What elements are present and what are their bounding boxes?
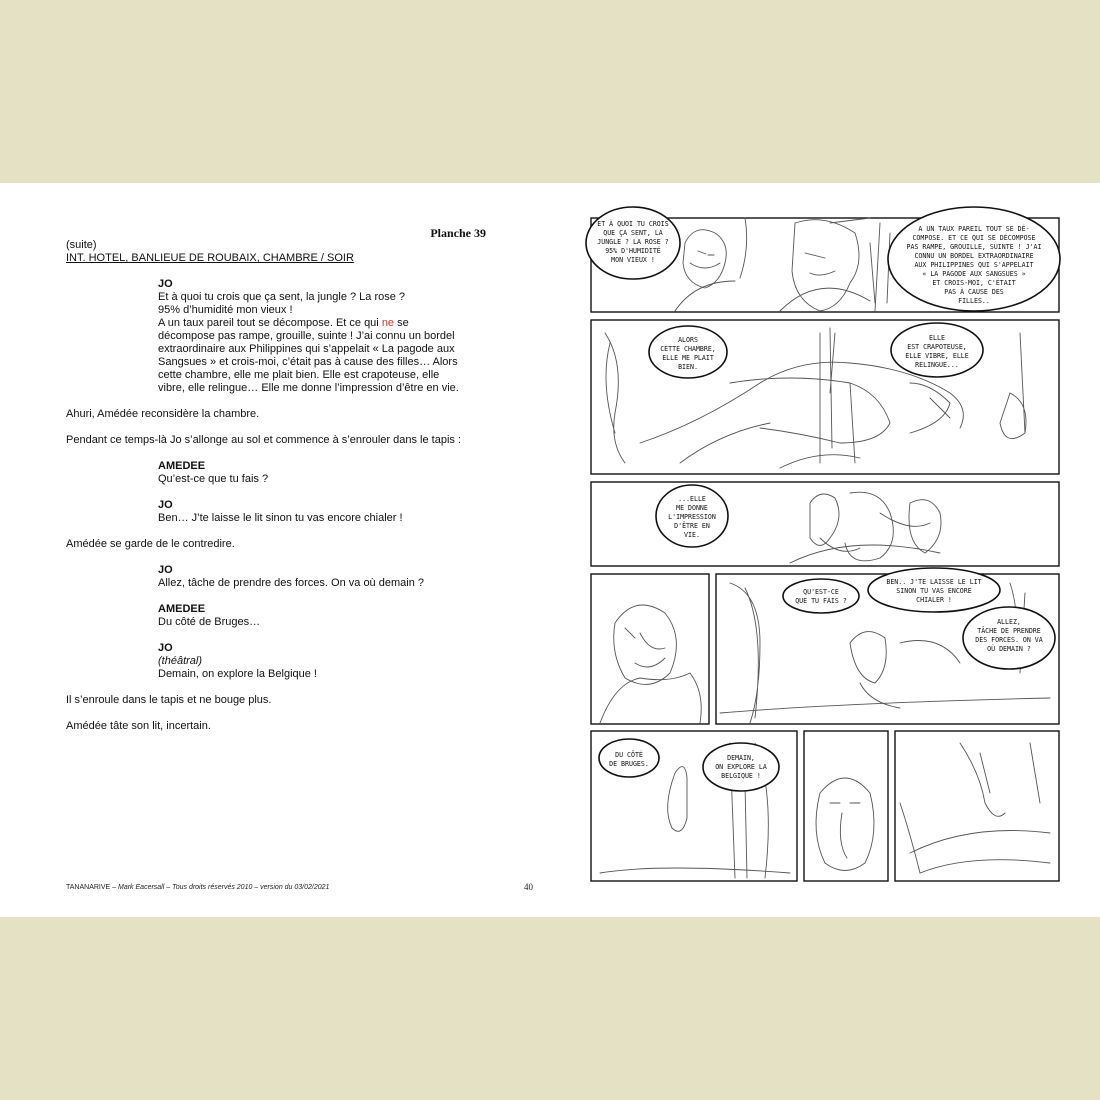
svg-text:BELGIQUE !: BELGIQUE !	[721, 772, 761, 780]
dialogue-line: Demain, on explore la Belgique !	[158, 668, 317, 680]
dialogue-line: Et à quoi tu crois que ça sent, la jungle ? La rose ?	[158, 291, 406, 303]
dialogue-line	[158, 317, 486, 330]
footer-credits: – Mark Eacersall – Tous droits réservés 2010 – version du 03/02/2021	[110, 884, 330, 891]
svg-text:OÙ DEMAIN ?: OÙ DEMAIN ?	[987, 645, 1031, 653]
dialogue-line: cette chambre, elle me plait bien. Elle est crapoteuse, elle	[158, 369, 440, 381]
svg-text:ELLE ME PLAIT: ELLE ME PLAIT	[662, 354, 714, 362]
svg-text:MON VIEUX !: MON VIEUX !	[611, 256, 655, 264]
svg-text:...ELLE: ...ELLE	[678, 495, 706, 503]
dialogue-line: vibre, elle relingue… Elle me donne l’impression d’être en vie.	[158, 382, 459, 394]
dialogue-block-amedee-2	[66, 603, 486, 629]
svg-text:L'IMPRESSION: L'IMPRESSION	[668, 513, 716, 521]
dialogue-block-jo-3	[66, 564, 486, 590]
scene-heading: INT. HOTEL, BANLIEUE DE ROUBAIX, CHAMBRE / SOIR	[66, 252, 354, 264]
action-line: Il s’enroule dans le tapis et ne bouge plus.	[66, 694, 272, 706]
dialogue-block-jo-1	[66, 278, 486, 395]
dialogue-line: Allez, tâche de prendre des forces. On va où demain ?	[158, 577, 424, 589]
svg-text:TÂCHE DE PRENDRE: TÂCHE DE PRENDRE	[977, 627, 1041, 635]
speech-balloon	[783, 579, 859, 613]
svg-text:DU CÔTÉ: DU CÔTÉ	[615, 751, 643, 759]
comic-page	[580, 183, 1080, 903]
book-spread	[0, 183, 1100, 917]
svg-text:ME DONNE: ME DONNE	[676, 504, 708, 512]
dialogue-line: 95% d’humidité mon vieux !	[158, 304, 293, 316]
svg-text:BIEN.: BIEN.	[678, 363, 698, 371]
svg-text:VIE.: VIE.	[684, 531, 700, 539]
svg-text:ALORS: ALORS	[678, 336, 698, 344]
highlighted-word: ne	[381, 317, 395, 329]
svg-text:AUX PHILIPPINES QUI S'APPELAIT: AUX PHILIPPINES QUI S'APPELAIT	[914, 261, 1034, 269]
speaker-name: AMEDEE	[158, 460, 206, 472]
dialogue-line: Ben… J’te laisse le lit sinon tu vas encore chialer !	[158, 512, 403, 524]
planche-title: Planche 39	[430, 226, 486, 240]
svg-text:JUNGLE ? LA ROSE ?: JUNGLE ? LA ROSE ?	[597, 238, 669, 246]
suite-label: (suite)	[66, 239, 97, 251]
speaker-name: JO	[158, 278, 173, 290]
svg-text:EST CRAPOTEUSE,: EST CRAPOTEUSE,	[907, 343, 967, 351]
dialogue-line: Qu’est-ce que tu fais ?	[158, 473, 269, 485]
page-number: 40	[524, 882, 533, 892]
svg-text:CHIALER !: CHIALER !	[916, 596, 952, 604]
svg-text:COMPOSE. ET CE QUI SE DÉCOMPOS: COMPOSE. ET CE QUI SE DÉCOMPOSE	[912, 234, 1036, 242]
dialogue-block-jo-4	[66, 642, 486, 681]
svg-text:DEMAIN,: DEMAIN,	[727, 754, 755, 762]
dialogue-line: décompose pas rampe, grouille, suinte ! J’ai connu un bordel	[158, 330, 455, 342]
svg-text:« LA PAGODE AUX SANGSUES »: « LA PAGODE AUX SANGSUES »	[922, 270, 1026, 278]
svg-text:SINON TU VAS ENCORE: SINON TU VAS ENCORE	[896, 587, 972, 595]
svg-text:RELINGUE...: RELINGUE...	[915, 361, 959, 369]
svg-text:FILLES..: FILLES..	[958, 297, 990, 305]
svg-text:BEN.. J'TE LAISSE LE LIT: BEN.. J'TE LAISSE LE LIT	[886, 578, 982, 586]
footer-title: TANANARIVE	[66, 884, 111, 891]
svg-text:DE BRUGES.: DE BRUGES.	[609, 760, 649, 768]
dialogue-block-amedee-1	[66, 460, 486, 486]
svg-text:ELLE: ELLE	[929, 334, 945, 342]
panel-7	[804, 731, 888, 881]
speaker-name: JO	[158, 564, 173, 576]
dialogue-text: A un taux pareil tout se décompose. Et ce qui	[158, 317, 382, 329]
svg-text:D'ÊTRE EN: D'ÊTRE EN	[674, 522, 710, 530]
dialogue-line: extraordinaire aux Philippines qui s’appelait « La pagode aux	[158, 343, 455, 355]
svg-text:QUE ÇA SENT, LA: QUE ÇA SENT, LA	[603, 229, 663, 237]
speaker-name: JO	[158, 642, 173, 654]
action-line: Pendant ce temps-là Jo s’allonge au sol et commence à s’enrouler dans le tapis :	[66, 434, 461, 446]
svg-text:ET CROIS-MOI, C'ÉTAIT: ET CROIS-MOI, C'ÉTAIT	[932, 279, 1016, 287]
svg-text:PAS RAMPE, GROUILLE, SUINTE !: PAS RAMPE, GROUILLE, SUINTE ! J'AI	[906, 243, 1042, 251]
dialogue-line: Sangsues » et crois-moi, c’était pas à cause des filles… Alors	[158, 356, 458, 368]
action-line: Ahuri, Amédée reconsidère la chambre.	[66, 408, 260, 420]
svg-text:CETTE CHAMBRE,: CETTE CHAMBRE,	[660, 345, 716, 353]
speaker-name: AMEDEE	[158, 603, 206, 615]
svg-text:QU'EST-CE: QU'EST-CE	[803, 588, 839, 596]
svg-text:ALLEZ,: ALLEZ,	[997, 618, 1021, 626]
svg-text:ON EXPLORE LA: ON EXPLORE LA	[715, 763, 767, 771]
panel-8	[895, 731, 1059, 881]
svg-text:QUE TU FAIS ?: QUE TU FAIS ?	[795, 597, 847, 605]
dialogue-line: Du côté de Bruges…	[158, 616, 261, 628]
svg-text:PAS À CAUSE DES: PAS À CAUSE DES	[944, 288, 1004, 296]
parenthetical: (théâtral)	[158, 655, 203, 667]
svg-text:ET À QUOI TU CROIS: ET À QUOI TU CROIS	[597, 220, 669, 228]
dialogue-block-jo-2	[66, 499, 486, 525]
screenplay-text	[66, 239, 486, 733]
page-footer	[66, 884, 329, 891]
svg-text:ELLE VIBRE, ELLE: ELLE VIBRE, ELLE	[905, 352, 969, 360]
panel-4	[591, 574, 709, 724]
svg-text:DES FORCES. ON VA: DES FORCES. ON VA	[975, 636, 1043, 644]
svg-text:95% D'HUMIDITÉ: 95% D'HUMIDITÉ	[605, 247, 661, 255]
svg-text:A UN TAUX PAREIL TOUT SE DÉ-: A UN TAUX PAREIL TOUT SE DÉ-	[918, 225, 1030, 233]
dialogue-text: se	[394, 317, 409, 329]
action-line: Amédée se garde de le contredire.	[66, 538, 235, 550]
action-line: Amédée tâte son lit, incertain.	[66, 720, 211, 732]
svg-text:CONNU UN BORDEL EXTRAORDINAIRE: CONNU UN BORDEL EXTRAORDINAIRE	[914, 252, 1034, 260]
speaker-name: JO	[158, 499, 173, 511]
